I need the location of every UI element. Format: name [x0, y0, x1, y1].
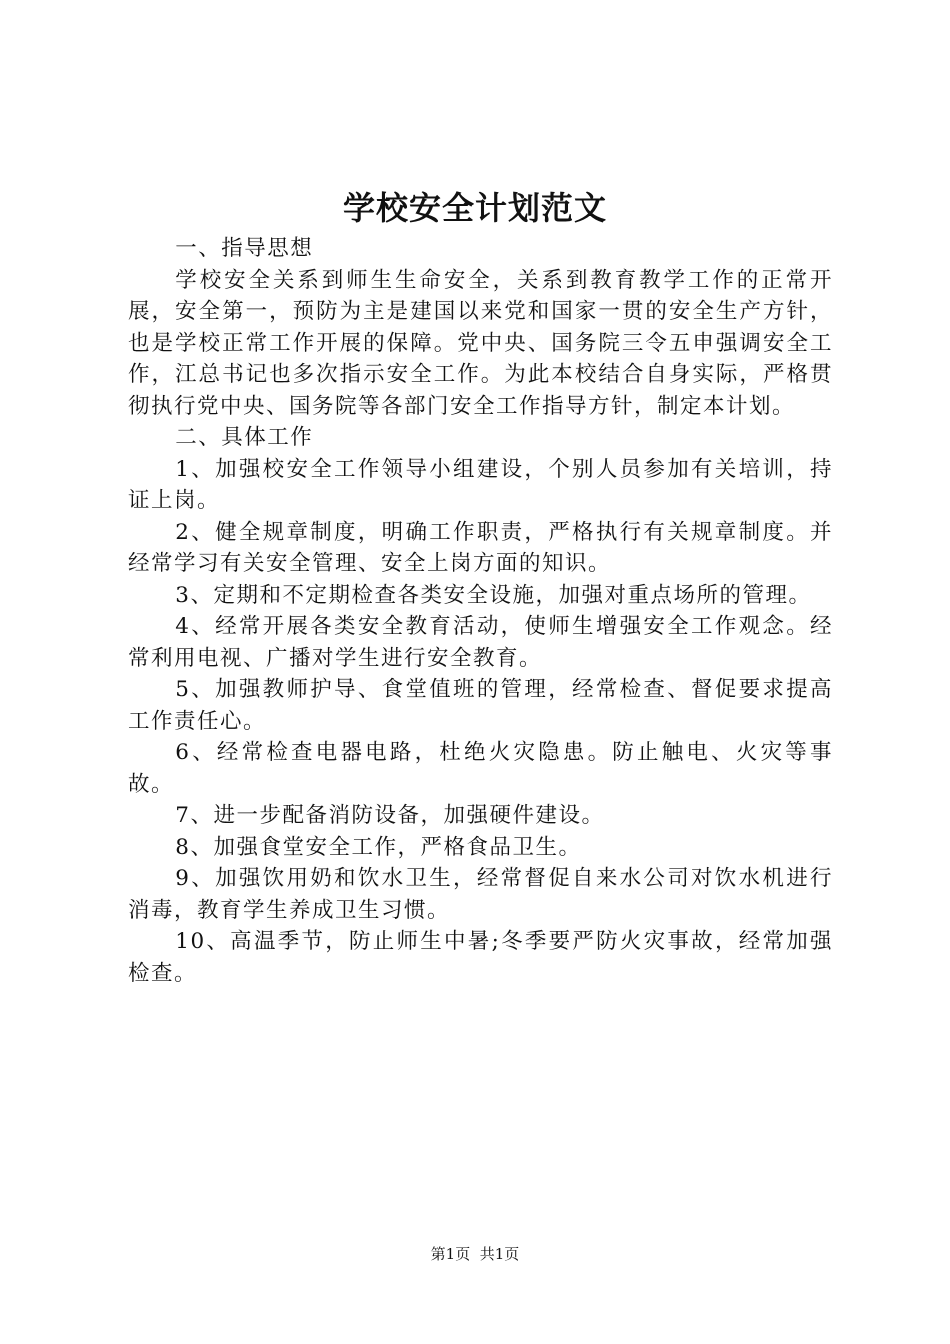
page-footer	[0, 1244, 950, 1264]
section-heading: 一、指导思想	[175, 236, 314, 261]
list-item: 7、进一步配备消防设备，加强硬件建设。	[175, 803, 605, 828]
list-item: 8、加强食堂安全工作，严格食品卫生。	[175, 834, 582, 860]
page-number: 第1页	[430, 1245, 471, 1263]
page-total: 共1页	[479, 1245, 520, 1263]
list-item: 3、定期和不定期检查各类安全设施，加强对重点场所的管理。	[175, 582, 812, 608]
list-item: 4、经常开展各类安全教育活动，使师生增强安全工作观念。经常利用电视、广播对学生进行安全教育。	[128, 614, 833, 671]
list-item: 2、健全规章制度，明确工作职责，严格执行有关规章制度。并经常学习有关安全管理、安全上岗方面的知识。	[128, 519, 833, 576]
body-paragraph: 学校安全关系到师生生命安全，关系到教育教学工作的正常开展，安全第一，预防为主是建国以来党和国家一贯的安全生产方针，也是学校正常工作开展的保障。党中央、国务院三令五申强调安全工作，江总书记也多次指示安全工作。为此本校结合自身实际，严格贯彻执行党中央、国务院等各部门安全工作指导方针，制定本计划。	[128, 267, 833, 419]
section-heading: 二、具体工作	[175, 425, 314, 450]
list-item: 6、经常检查电器电路，杜绝火灾隐患。防止触电、火灾等事故。	[128, 740, 833, 797]
list-item: 1、加强校安全工作领导小组建设，个别人员参加有关培训，持证上岗。	[128, 456, 833, 513]
list-item: 10、高温季节，防止师生中暑;冬季要严防火灾事故，经常加强检查。	[128, 929, 833, 986]
list-item: 9、加强饮用奶和饮水卫生，经常督促自来水公司对饮水机进行消毒，教育学生养成卫生习惯。	[128, 866, 833, 923]
document-title: 学校安全计划范文	[342, 189, 607, 227]
list-item: 5、加强教师护导、食堂值班的管理，经常检查、督促要求提高工作责任心。	[128, 677, 833, 734]
document-body	[128, 233, 833, 989]
